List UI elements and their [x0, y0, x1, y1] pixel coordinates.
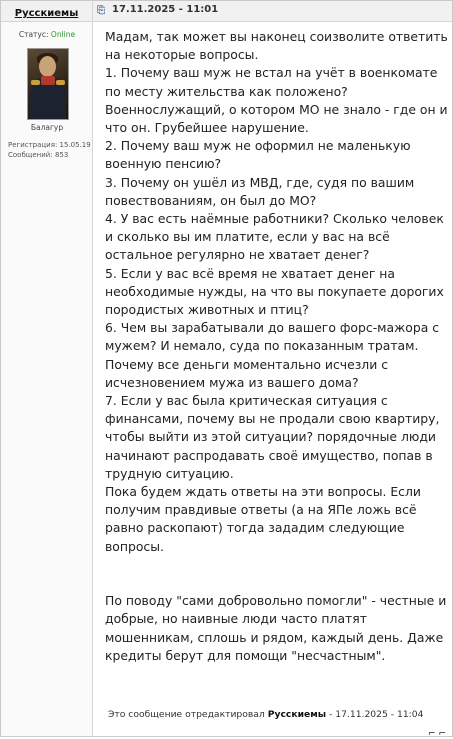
corner-glyph: ⌐ ⌐ [428, 729, 446, 739]
post-line: 5. Если у вас всё время не хватает денег на [105, 265, 395, 281]
post-line: финансами, почему вы не продали свою квартиру, [105, 411, 440, 427]
post-line: Пока будем ждать ответы на эти вопросы. Если [105, 484, 421, 500]
edit-prefix: Это сообщение отредактировал [108, 709, 265, 720]
post-line: добрые, но наивные люди часто платят [105, 611, 367, 627]
author-name-link[interactable]: Русскиемы [14, 8, 79, 19]
registration-value: 15.05.19 [59, 141, 91, 149]
post-line: Мадам, так может вы наконец соизволите ответить [105, 29, 448, 44]
status-label: Статус: [18, 30, 49, 39]
post-line: необходимые нужды, на что вы покупаете дорогих [105, 283, 444, 299]
post-line: и сколько вы им платите, если у вас на всё [105, 229, 390, 245]
post-line: 7. Если у вас была критическая ситуация с [105, 393, 388, 409]
post-line: по месту жительства как положено? [105, 83, 348, 99]
post-line: трудную ситуацию. [105, 465, 234, 481]
post-line: породистых животных и птиц? [105, 302, 309, 318]
post-line: Почему все деньги моментально исчезли с [105, 356, 389, 372]
post-line: остальное регулярно не хватает денег? [105, 247, 370, 263]
post-date: 17.11.2025 - 11:01 [112, 4, 219, 15]
paragraph-gap [105, 556, 451, 574]
paragraph-gap [105, 574, 451, 592]
registration-label: Регистрация: [8, 141, 58, 149]
user-stats [8, 140, 91, 160]
post-line: военную пенсию? [105, 156, 222, 172]
post-line: повествованиям, он был до МО? [105, 192, 317, 208]
edit-notice [108, 709, 423, 720]
posts-label: Сообщений: [8, 151, 53, 159]
author-sidebar [1, 22, 93, 736]
post-meta [97, 4, 218, 16]
post-line: По поводу "сами добровольно помогли" - честные и [105, 593, 447, 609]
post-line: мошенникам, сплошь и рядом, каждый день. Даже [105, 629, 444, 645]
edit-date: - 17.11.2025 - 11:04 [329, 709, 424, 720]
post-line: 6. Чем вы зарабатывали до вашего форс-мажора с [105, 320, 440, 336]
post-line: на некоторые вопросы. [105, 47, 259, 63]
post-line: 2. Почему ваш муж не оформил не маленькую [105, 138, 411, 154]
edit-author: Русскиемы [267, 709, 327, 720]
post-line: 4. У вас есть наёмные работники? Сколько человек [105, 211, 444, 227]
posts-value: 853 [54, 151, 69, 159]
post-line: исчезновением мужа из вашего дома? [105, 374, 359, 390]
user-rank: Балагур [30, 123, 64, 132]
post-line: получим правдивые ответы (а на ЯПе ложь всё [105, 502, 417, 518]
post-line: мужем? И немало, суда по показанным тратам. [105, 338, 419, 354]
document-icon[interactable]: ⎘ [97, 5, 105, 16]
post-line: начинают распродавать своё имущество, попав в [105, 447, 433, 463]
post-line: 1. Почему ваш муж не встал на учёт в военкомате [105, 65, 438, 81]
post-line: что он. Грубейшее нарушение. [105, 120, 309, 136]
author-cell [1, 1, 93, 21]
avatar[interactable] [27, 48, 69, 120]
post-body [105, 28, 451, 665]
post-line: кредиты берут для помощи "несчастным". [105, 647, 386, 663]
post-line: вопросы. [105, 538, 164, 554]
post-line: чтобы выйти из этой ситуации? порядочные люди [105, 429, 436, 445]
post-header [1, 1, 452, 22]
post-line: 3. Почему он ушёл из МВД, где, судя по вашим [105, 174, 415, 190]
status-online: Online [50, 30, 76, 39]
post-line: Военнослужащий, о котором МО не знало - где он и [105, 101, 448, 117]
user-status [1, 30, 93, 39]
post-line: равно раскопают) тогда зададим следующие [105, 520, 405, 536]
